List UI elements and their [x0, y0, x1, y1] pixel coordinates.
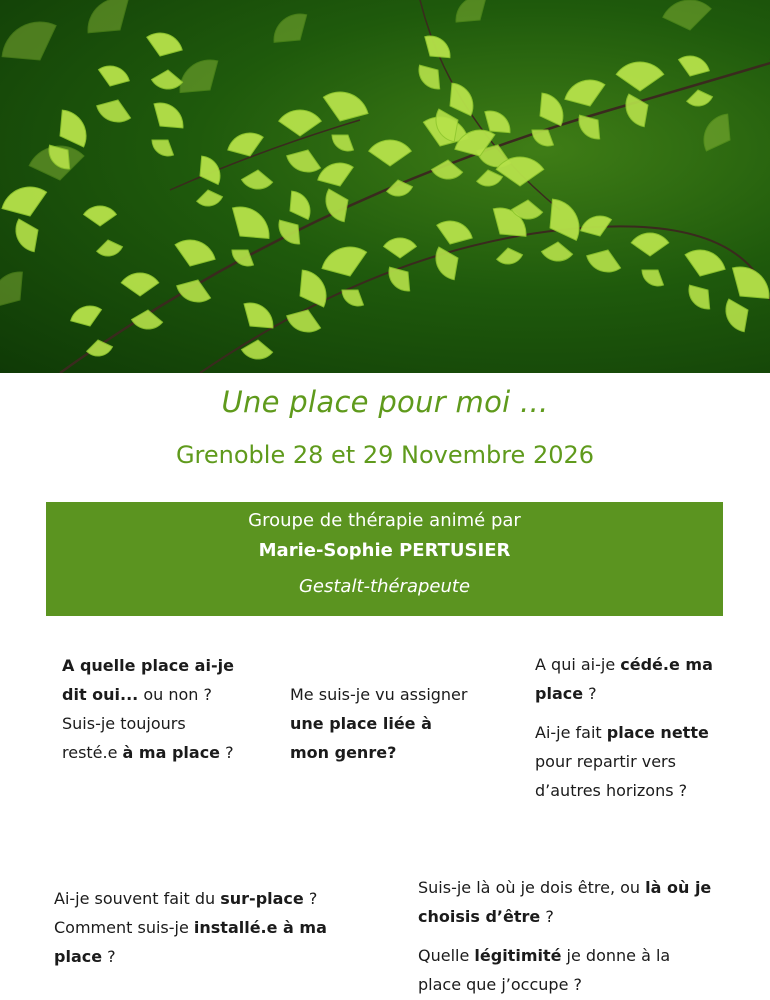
q4-emphasis-2: installé.e à ma place	[54, 918, 327, 966]
hero-fern-photo	[0, 0, 770, 373]
q1-emphasis-2: à ma place	[122, 743, 221, 762]
q3-emphasis-2: place nette	[606, 723, 709, 742]
q4-text: Ai-je souvent fait du	[54, 889, 221, 908]
q2-text: Me suis-je vu assigner	[290, 685, 468, 704]
q2-emphasis: une place liée à mon genre?	[290, 714, 432, 762]
q5-emphasis-2: légitimité	[474, 946, 562, 965]
question-block-3	[535, 650, 720, 805]
q5-emphasis: là où je choisis d’être	[418, 878, 712, 926]
q5-end: ?	[540, 907, 554, 926]
question-block-1	[62, 651, 234, 767]
q4-emphasis: sur-place	[220, 889, 304, 908]
q4-text-2: Comment suis-je	[54, 918, 194, 937]
q3-end: ?	[583, 684, 597, 703]
banner-intro: Groupe de thérapie animé par	[248, 510, 521, 531]
question-block-2	[290, 680, 470, 767]
event-date: Grenoble 28 et 29 Novembre 2026	[175, 441, 595, 469]
q3-emphasis: cédé.e ma place	[535, 655, 713, 703]
q1-text: ou non ? Suis-je toujours resté.e	[62, 685, 213, 762]
q1-emphasis: A quelle place ai-je dit oui...	[62, 656, 234, 704]
question-block-5	[418, 873, 718, 999]
q1-end: ?	[220, 743, 234, 762]
q5-end-2: je donne à la place que j’occupe ?	[418, 946, 671, 994]
q3-text-2: Ai-je fait	[535, 723, 607, 742]
q4-end-2: ?	[102, 947, 116, 966]
fern-leaves-image	[0, 0, 770, 373]
page-title: Une place pour moi ...	[221, 385, 549, 419]
q4-end: ?	[303, 889, 318, 908]
q3-end-2: pour repartir vers d’autres horizons ?	[535, 752, 688, 800]
q5-text: Suis-je là où je dois être, ou	[418, 878, 646, 897]
q5-text-2: Quelle	[418, 946, 475, 965]
question-block-4	[54, 884, 354, 971]
therapist-role: Gestalt-thérapeute	[298, 576, 471, 597]
therapist-banner	[46, 502, 723, 616]
q3-text: A qui ai-je	[535, 655, 621, 674]
therapist-name: Marie-Sophie PERTUSIER	[258, 540, 511, 561]
